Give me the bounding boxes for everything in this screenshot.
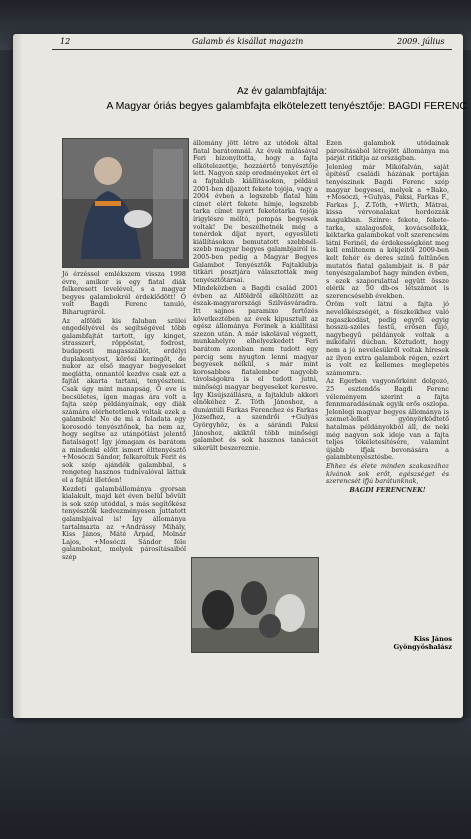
closing-name: BAGDI FERENCNEK! <box>349 485 426 494</box>
paragraph: Ezen galambok utódainak párosításából létrejött állománya ma párját ritkítja az országban. <box>326 139 449 163</box>
running-header <box>52 37 452 49</box>
closing-wish: Ehhez és élete minden szakaszához kívánok sok erőt, egészséget és szerencsét ifjú barátunknak, <box>326 461 449 486</box>
paragraph: állomány jött létre az utódok által fiatal barátomnál. Az évek múlásával Feri bizonyította, hogy a fajta elkötelezettje, hozzáértő tenyésztője lett. Nagyon szép eredményeket ért el a fajtaklub kiállításokon, például 2001-ben díjazott fekete tojója, vagy a 2004 évben a legszebb fiatal hím címet elért fekete hímje, legszebb tarka címet nyert feketetarka tojója írigylésre méltó, pompás begyesek voltak! De beszélhetnék még a tenérdek díjat nyert, egyesületi kiállításokon bemutatott szebbnél-szebb magyar begyes galambjairól is. 2005-ben pedig a Magyar Begyes Galambot Tenyésztők Fajtaklubja titkári posztjára választottak meg tenyésztőtársai. <box>193 139 318 284</box>
header-rule <box>52 49 452 50</box>
paragraph: Jó érzéssel emlékszem vissza 1998 évre, amikor is egy fiatal diák felkeresett levelével, s a magyar begyes galambokról érdeklődött! Ő volt Bagdi Ferenc tanuló, Biharugráról. <box>62 270 186 316</box>
issue-date: 2009. július <box>397 37 445 46</box>
pigeons-illustration <box>192 558 318 652</box>
portrait-illustration <box>63 139 188 267</box>
page-number: 12 <box>60 37 71 46</box>
text-column-1 <box>62 271 186 708</box>
author-name: Kiss János <box>413 635 452 643</box>
author-credit <box>380 635 452 651</box>
paragraph: Az alföldi kis faluban szülei engedélyével és segítségével több galambfajtát tartott, így kinget, strasszert, röppöstat, fodrost, budapesti magasszállót, erdélyi duplakontyost, körösi keringőt, de nukor az első magyar begyeseket meglátta, onnantól kezdve csak ezt a fajtát akarta tartani, tenyészteni. Csak úgy mint manapság, Ő eve is becsületes, ígen magas ára volt a fajta szép példányainak, egy diák számára elérhetetlenek voltak ezek a galambok! No de mi a feladata egy korosodó tenyésztőnek, ha nem az, hogy segítse az utánpótlást jelentő fiatalságot! Így jómagam és barátom a mindenki előtt ismert élttenyésztő +Mosóczi Sándor, felkaroltuk Ferit és sok szép ajándék galambbal, s rengeteg hasznos tudnivalóval láttuk el a fajtát illetően! <box>62 316 186 485</box>
article-headline: A Magyar óriás begyes galambfajta elkötelezett tenyésztője: BAGDI FERENC <box>106 100 467 112</box>
article-kicker: Az év galambfajtája: <box>236 86 328 97</box>
pigeons-photo <box>191 557 319 653</box>
paragraph: Kezdeti galambállománya gyorsan kialakult, majd két éven belül bővült is sok szép utóddal, s más segítőkész tenyésztők kedvezményesen juttatott galambjaival is! Így állománya tartalmazta az +Andrássy Mihály, Kiss János, Máté Árpád, Molnár Lajos, +Mosóczi Sándor féle galambokat, melyek párosításaiból szép <box>62 484 186 561</box>
paragraph: Öröm volt látni a fajta jó nevelőkészségét, a fészkeikhez való ragaszkodást, pedig egyről egyig hosszú-széles testű, erősen fújó, nagybegyű példányok voltak a mikófalvi dúcban. Köztudott, hogy nem a jó nevelésükről voltak híresek az ilyen extra galambok régen, ezért is volt ez kellemes meglepetés számomra. <box>326 300 449 377</box>
text-column-2 <box>193 140 318 552</box>
magazine-name: Galamb és kisállat magazin <box>192 37 304 46</box>
background-bottom <box>0 718 471 839</box>
portrait-photo <box>62 138 189 268</box>
text-column-3 <box>326 140 449 610</box>
paragraph: Az Egerben vagyonőrként dolgozó, 25 esztendős Bagdi Ferenc véleményem szerint a fajta fennmaradásának egyik erős oszlopa. Jelenlegi magyar begyes állománya is szemet-lelket gyönyörködtető hatalmas példányokból áll, de neki még nagyon sok ideje van a fajta teljes tökéletesítésére, valamint újabb ifjak bevonására a galambtenyésztésbe. <box>326 377 449 462</box>
paragraph: Mindeközben a Bagdi család 2001 évben az Alföldről elköltözött az észak-magyarországi Szilvásváradra. Itt sajnos paramixo fertőzés következtében az évek kipusztult az egész állománya Ferinek a kiállítási szezon után. A már iskolával végzett, munkahelyre elhelyezkedett Feri barátom azonban nem tudott egy percig sem nyugton lenni magyar begyesek nélkül, s már mint korosabbos fiatalember nagyobb távolságokra is el tudott jutni, minőségi magyar begyeseket keresve. Így Kisújszállásra, a fajtaklub akkori elnökéhez Z. Tóth Jánoshoz, a dunántúli Farkas Ferenchez és Farkas Józsefhez, a szendrői +Gulyás Györgyhöz, és a sárándi Paksi Jánoshoz, akiktől több minőségi galambot és sok hasznos tanácsot sikerült beszereznie. <box>193 284 318 452</box>
paragraph: Jelenleg már Mikófalván, saját építésű családi házának portáján tenyészinek Bagdi Ferenc szép magyar begyesei, melyek a +Bako, +Mosóczi, +Gulyás, Paksi, Farkas F., Farkas J., Z.Tóth, +Wirth, Mátrai, kissa vérvonalakat hordozzák magukban. Színre: fekete, fekete-tarka, szalagosfek, kovácsolfekk, kéktarka galambokat volt szerencsém látni Ferinél, de érdekességként meg kell említenem a kékjeitől 2009-ben kelt fehér és deres színű feltűnően mutatós fiatal galambjait is. 8 pár tenyészgalambot hagy minden évben, s ezek szaporulattal együtt össze elérik az 50 db-os létszámot is szerencsésebb években. <box>326 162 449 300</box>
author-place: Gyöngyöshalász <box>393 643 452 651</box>
page-binding-edge <box>13 34 23 718</box>
